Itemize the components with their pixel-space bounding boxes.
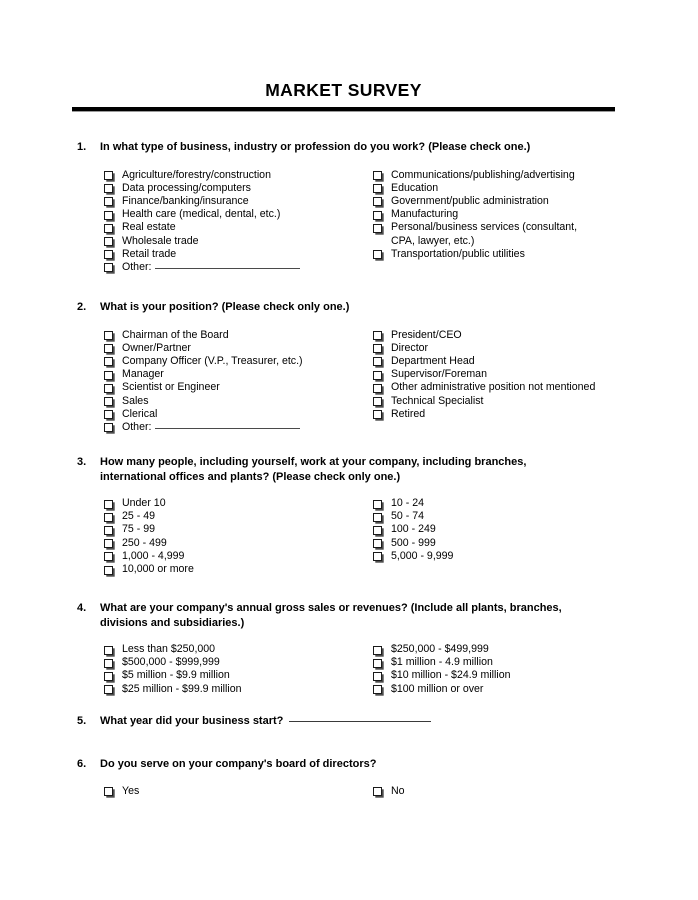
checkbox-option[interactable] <box>373 395 633 408</box>
option-label: 5,000 - 9,999 <box>391 549 454 562</box>
checkbox-option[interactable] <box>104 683 374 696</box>
checkbox-icon[interactable] <box>373 331 382 340</box>
question-6-number: 6. <box>77 758 87 770</box>
question-5-text: What year did your business start? <box>100 715 284 727</box>
question-5-number: 5. <box>77 715 87 727</box>
checkbox-icon[interactable] <box>373 500 382 509</box>
question-6-right-column <box>373 785 633 798</box>
question-2 <box>77 300 622 444</box>
checkbox-icon[interactable] <box>373 659 382 668</box>
checkbox-icon[interactable] <box>373 384 382 393</box>
question-3-right-column <box>373 497 633 563</box>
option-label: 25 - 49 <box>122 510 155 523</box>
question-3-heading <box>77 455 622 484</box>
checkbox-option[interactable] <box>104 182 374 195</box>
question-2-left-column <box>104 329 374 435</box>
checkbox-icon[interactable] <box>104 237 113 246</box>
checkbox-icon[interactable] <box>104 526 113 535</box>
checkbox-icon[interactable] <box>104 659 113 668</box>
checkbox-icon[interactable] <box>104 513 113 522</box>
checkbox-option[interactable] <box>104 208 374 221</box>
option-label: No <box>391 784 405 797</box>
checkbox-option[interactable] <box>104 408 374 421</box>
checkbox-option[interactable] <box>104 195 374 208</box>
option-label: Supervisor/Foreman <box>391 368 487 381</box>
option-label: Company Officer (V.P., Treasurer, etc.) <box>122 354 303 367</box>
checkbox-option[interactable] <box>373 368 633 381</box>
checkbox-icon[interactable] <box>373 787 382 796</box>
question-1-number: 1. <box>77 141 87 153</box>
question-5-heading <box>77 714 622 729</box>
checkbox-icon[interactable] <box>104 685 113 694</box>
checkbox-option-no[interactable] <box>373 785 633 798</box>
checkbox-icon[interactable] <box>373 171 382 180</box>
checkbox-option[interactable] <box>104 643 374 656</box>
checkbox-option[interactable] <box>104 248 374 261</box>
option-label: 250 - 499 <box>122 536 167 549</box>
checkbox-icon[interactable] <box>104 566 113 575</box>
checkbox-icon[interactable] <box>104 397 113 406</box>
option-label: 100 - 249 <box>391 523 436 536</box>
checkbox-option[interactable] <box>104 510 374 523</box>
checkbox-icon[interactable] <box>104 539 113 548</box>
checkbox-option[interactable] <box>104 497 374 510</box>
checkbox-option[interactable] <box>373 208 633 221</box>
checkbox-icon[interactable] <box>373 211 382 220</box>
business-start-year-input-rule[interactable] <box>289 721 431 722</box>
option-label-other: Other: <box>122 420 152 433</box>
option-label: Communications/publishing/advertising <box>391 168 575 181</box>
checkbox-option[interactable] <box>373 248 633 261</box>
checkbox-icon[interactable] <box>104 787 113 796</box>
page-title: MARKET SURVEY <box>265 80 422 100</box>
option-label: 500 - 999 <box>391 536 436 549</box>
other-text-input-rule[interactable] <box>155 268 300 269</box>
checkbox-icon[interactable] <box>373 224 382 233</box>
checkbox-option[interactable] <box>104 368 374 381</box>
checkbox-option-other[interactable] <box>104 261 374 274</box>
question-3-number: 3. <box>77 456 87 468</box>
option-label: Agriculture/forestry/construction <box>122 168 271 181</box>
option-label: Less than $250,000 <box>122 643 216 655</box>
question-5 <box>77 714 622 729</box>
option-label: Scientist or Engineer <box>122 381 220 394</box>
option-label-other: Other: <box>122 260 152 273</box>
checkbox-icon[interactable] <box>104 184 113 193</box>
checkbox-option[interactable] <box>104 523 374 536</box>
checkbox-option[interactable] <box>104 656 374 669</box>
checkbox-icon[interactable] <box>373 397 382 406</box>
option-label: Education <box>391 181 439 194</box>
question-6-heading <box>77 757 622 772</box>
option-label: $250,000 - $499,999 <box>391 643 489 655</box>
option-label: $10 million - $24.9 million <box>391 669 511 682</box>
question-4-number: 4. <box>77 602 87 614</box>
question-3-left-column <box>104 497 374 576</box>
option-label: Manufacturing <box>391 208 459 221</box>
option-label: $500,000 - $999,999 <box>122 656 220 669</box>
question-3-options <box>77 497 622 582</box>
checkbox-option[interactable] <box>104 669 374 682</box>
checkbox-icon[interactable] <box>373 513 382 522</box>
option-label: Under 10 <box>122 497 166 509</box>
checkbox-icon[interactable] <box>104 211 113 220</box>
checkbox-icon[interactable] <box>104 500 113 509</box>
checkbox-icon[interactable] <box>104 263 113 272</box>
checkbox-option[interactable] <box>104 329 374 342</box>
checkbox-icon[interactable] <box>373 646 382 655</box>
checkbox-icon[interactable] <box>104 552 113 561</box>
checkbox-option[interactable] <box>104 169 374 182</box>
question-6-options <box>77 785 622 805</box>
checkbox-option[interactable] <box>373 510 633 523</box>
checkbox-option[interactable] <box>373 537 633 550</box>
checkbox-icon[interactable] <box>104 410 113 419</box>
checkbox-icon[interactable] <box>104 197 113 206</box>
option-label: Technical Specialist <box>391 394 484 407</box>
checkbox-icon[interactable] <box>373 197 382 206</box>
option-label: Director <box>391 341 429 354</box>
checkbox-icon[interactable] <box>104 646 113 655</box>
question-2-right-column <box>373 329 633 421</box>
checkbox-icon[interactable] <box>373 357 382 366</box>
checkbox-option[interactable] <box>373 656 633 669</box>
checkbox-option[interactable] <box>373 523 633 536</box>
checkbox-icon[interactable] <box>104 331 113 340</box>
checkbox-option[interactable] <box>373 381 633 394</box>
option-label: Manager <box>122 368 164 381</box>
option-label: 75 - 99 <box>122 523 155 536</box>
option-label-continuation: CPA, lawyer, etc.) <box>391 234 475 247</box>
question-6-text: Do you serve on your company's board of directors? <box>100 758 377 770</box>
checkbox-icon[interactable] <box>104 423 113 432</box>
option-label: 10,000 or more <box>122 563 194 576</box>
question-4-options <box>77 643 622 703</box>
checkbox-option-yes[interactable] <box>104 785 374 798</box>
option-label: Other administrative position not mentioned <box>391 381 596 394</box>
checkbox-option[interactable] <box>373 550 633 563</box>
checkbox-option[interactable] <box>373 169 633 182</box>
option-label: Retail trade <box>122 247 177 260</box>
checkbox-option[interactable] <box>104 235 374 248</box>
checkbox-icon[interactable] <box>373 552 382 561</box>
checkbox-option[interactable] <box>373 182 633 195</box>
option-label: Real estate <box>122 221 176 234</box>
checkbox-option[interactable] <box>373 329 633 342</box>
question-4-text-line-2: divisions and subsidiaries.) <box>100 616 245 629</box>
option-label: President/CEO <box>391 328 462 341</box>
question-1-heading <box>77 140 622 155</box>
question-4 <box>77 601 622 703</box>
option-label: 1,000 - 4,999 <box>122 549 185 562</box>
checkbox-option[interactable] <box>104 355 374 368</box>
checkbox-icon[interactable] <box>104 171 113 180</box>
option-label: $1 million - 4.9 million <box>391 656 493 669</box>
option-label: $25 million - $99.9 million <box>122 682 242 695</box>
checkbox-option-other[interactable] <box>104 421 374 434</box>
checkbox-option[interactable] <box>104 221 374 234</box>
checkbox-option[interactable] <box>104 537 374 550</box>
checkbox-option[interactable] <box>373 342 633 355</box>
question-6-left-column <box>104 785 374 798</box>
checkbox-option[interactable] <box>373 683 633 696</box>
question-3 <box>77 455 622 582</box>
checkbox-option[interactable] <box>373 497 633 510</box>
question-1-text: In what type of business, industry or profession do you work? (Please check one.) <box>100 141 531 153</box>
option-label: Department Head <box>391 354 475 367</box>
checkbox-option[interactable] <box>104 342 374 355</box>
question-2-number: 2. <box>77 301 87 313</box>
question-2-heading <box>77 300 622 315</box>
question-3-text-line-2: international offices and plants? (Please check only one.) <box>100 470 401 483</box>
checkbox-icon[interactable] <box>104 357 113 366</box>
option-label: Sales <box>122 394 149 407</box>
checkbox-option[interactable] <box>373 643 633 656</box>
checkbox-icon[interactable] <box>373 250 382 259</box>
option-label: Finance/banking/insurance <box>122 194 249 207</box>
checkbox-icon[interactable] <box>104 384 113 393</box>
option-label: 50 - 74 <box>391 510 424 523</box>
checkbox-icon[interactable] <box>373 539 382 548</box>
option-label: Health care (medical, dental, etc.) <box>122 208 281 221</box>
checkbox-option[interactable] <box>104 563 374 576</box>
checkbox-icon[interactable] <box>104 344 113 353</box>
checkbox-option[interactable] <box>104 550 374 563</box>
checkbox-option[interactable] <box>373 221 633 247</box>
question-1-right-column <box>373 169 633 261</box>
option-label: Chairman of the Board <box>122 328 229 341</box>
checkbox-icon[interactable] <box>373 371 382 380</box>
checkbox-icon[interactable] <box>373 410 382 419</box>
question-4-heading <box>77 601 622 630</box>
title-divider <box>72 107 615 112</box>
question-1-options <box>77 169 622 284</box>
other-text-input-rule[interactable] <box>155 428 300 429</box>
question-3-text-line-1: How many people, including yourself, work at your company, including branches, <box>100 456 527 468</box>
checkbox-option[interactable] <box>373 195 633 208</box>
question-6 <box>77 757 622 805</box>
checkbox-icon[interactable] <box>104 224 113 233</box>
checkbox-option[interactable] <box>373 669 633 682</box>
checkbox-icon[interactable] <box>104 371 113 380</box>
question-2-options <box>77 329 622 444</box>
question-1 <box>77 140 622 284</box>
question-4-text-line-1: What are your company's annual gross sales or revenues? (Include all plants, branches, <box>100 602 562 614</box>
option-label: Yes <box>122 784 140 797</box>
question-1-left-column <box>104 169 374 275</box>
option-label: Government/public administration <box>391 194 549 207</box>
checkbox-icon[interactable] <box>373 344 382 353</box>
checkbox-icon[interactable] <box>373 672 382 681</box>
option-label: Clerical <box>122 407 158 420</box>
checkbox-option[interactable] <box>373 408 633 421</box>
option-label: Retired <box>391 407 426 420</box>
checkbox-icon[interactable] <box>373 526 382 535</box>
option-label: $100 million or over <box>391 682 484 695</box>
option-label: Transportation/public utilities <box>391 247 525 260</box>
checkbox-option[interactable] <box>104 381 374 394</box>
checkbox-icon[interactable] <box>104 672 113 681</box>
checkbox-icon[interactable] <box>373 184 382 193</box>
question-4-right-column <box>373 643 633 696</box>
question-4-left-column <box>104 643 374 696</box>
checkbox-option[interactable] <box>373 355 633 368</box>
option-label: $5 million - $9.9 million <box>122 669 230 682</box>
option-label: Data processing/computers <box>122 181 251 194</box>
option-label: Personal/business services (consultant, <box>391 221 578 234</box>
option-label: Wholesale trade <box>122 234 199 247</box>
option-label: 10 - 24 <box>391 497 424 509</box>
checkbox-icon[interactable] <box>104 250 113 259</box>
question-2-text: What is your position? (Please check only one.) <box>100 301 350 313</box>
checkbox-option[interactable] <box>104 395 374 408</box>
checkbox-icon[interactable] <box>373 685 382 694</box>
option-label: Owner/Partner <box>122 341 191 354</box>
